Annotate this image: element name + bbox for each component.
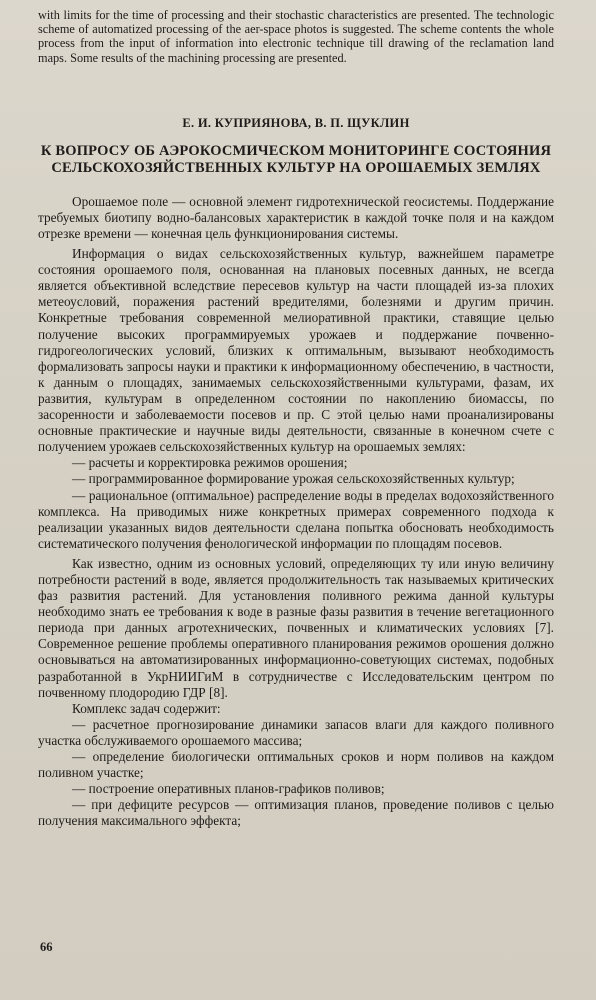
paragraph: Комплекс задач содержит: — [72, 700, 221, 716]
list-item: — при дефиците ресурсов — оптимизация планов, проведение поливов с целью получения максимального эффекта; — [38, 797, 554, 829]
list-item: — расчеты и корректировка режимов орошения; — [72, 455, 348, 471]
article-body — [38, 194, 554, 830]
list-item: — определение биологически оптимальных сроков и норм поливов на каждом поливном участке; — [38, 749, 554, 781]
list-item: — построение оперативных планов-графиков поливов; — [72, 781, 385, 797]
list-item: — рациональное (оптимальное) распределение воды в пределах водохозяйственного комплекса. На приводимых ниже конкретных примерах современного подхода к реализации указанных видов деятельности сделана попытка обосновать необходимость систематического получения фенологической информации по площадям посевов. — [38, 487, 554, 551]
list-item: — расчетное прогнозирование динамики запасов влаги для каждого поливного участка обслуживаемого орошаемого массива; — [38, 716, 554, 748]
paragraph: Как известно, одним из основных условий, определяющих ту или иную величину потребности растений в воде, является продолжительность так называемых критических фаз развития растений. Для установления поливного режима данной культуры необходимо знать ее требования к воде в разные фазы развития в течение вегетационного периода при данных агротехнических, почвенных и климатических условиях [7]. Современное решение проблемы оперативного планирования режимов орошения должно основываться на автоматизированных информационно-советующих системах, подобных разработанной в УкрНИИГиМ в сотрудничестве с Исследовательским центром по почвенному плодородию ГДР [8]. — [38, 555, 554, 700]
article-authors: Е. И. КУПРИЯНОВА, В. П. ЩУКЛИН — [182, 115, 410, 130]
article-title: К ВОПРОСУ ОБ АЭРОКОСМИЧЕСКОМ МОНИТОРИНГЕ СОСТОЯНИЯ СЕЛЬСКОХОЗЯЙСТВЕННЫХ КУЛЬТУР НА ОРОШАЕМЫХ ЗЕМЛЯХ — [40, 142, 552, 177]
paragraph: Информация о видах сельскохозяйственных культур, важнейшем параметре состояния орошаемого поля, основанная на плановых посевных данных, не всегда является объективной вследствие пересевов культур на части площадей из-за плохих метеоусловий, поражения растений вредителями, болезнями и другим причин. Конкретные требования современной мелиоративной практики, ставящие целью получение высоких программируемых урожаев и поддержание почвенно-гидрогеологических условий, близких к оптимальным, вызывают необходимость формализовать запросы науки и практики к информационному обеспечению, в частности, к данным о площадях, занимаемых сельскохозяйственными культурами, фазам, их развития, культурам в определенном состоянии по накоплению биомассы, по засоренности и заболеваемости посевов и пр. С этой целью нами проанализированы основные практические и научные виды деятельности, связанные в конечном счете с получением урожаев сельскохозяйственных культур на орошаемых землях: — [38, 246, 554, 455]
list-item: — программированное формирование урожая сельскохозяйственных культур; — [72, 471, 515, 487]
english-abstract: with limits for the time of processing and their stochastic characteristics are presented. The technologic scheme of automatized processing of the aer-space photos is suggested. The scheme contents the whole process from the input of information into electronic technique till drawing of the reclamation land maps. Some results of the machining processing are presented. — [38, 8, 554, 65]
page-number: 66 — [40, 940, 53, 954]
paragraph: Орошаемое поле — основной элемент гидротехнической геосистемы. Поддержание требуемых биотипу водно-балансовых характеристик в каждой точке поля и на каждом отрезке времени — конечная цель функционирования системы. — [38, 193, 554, 241]
